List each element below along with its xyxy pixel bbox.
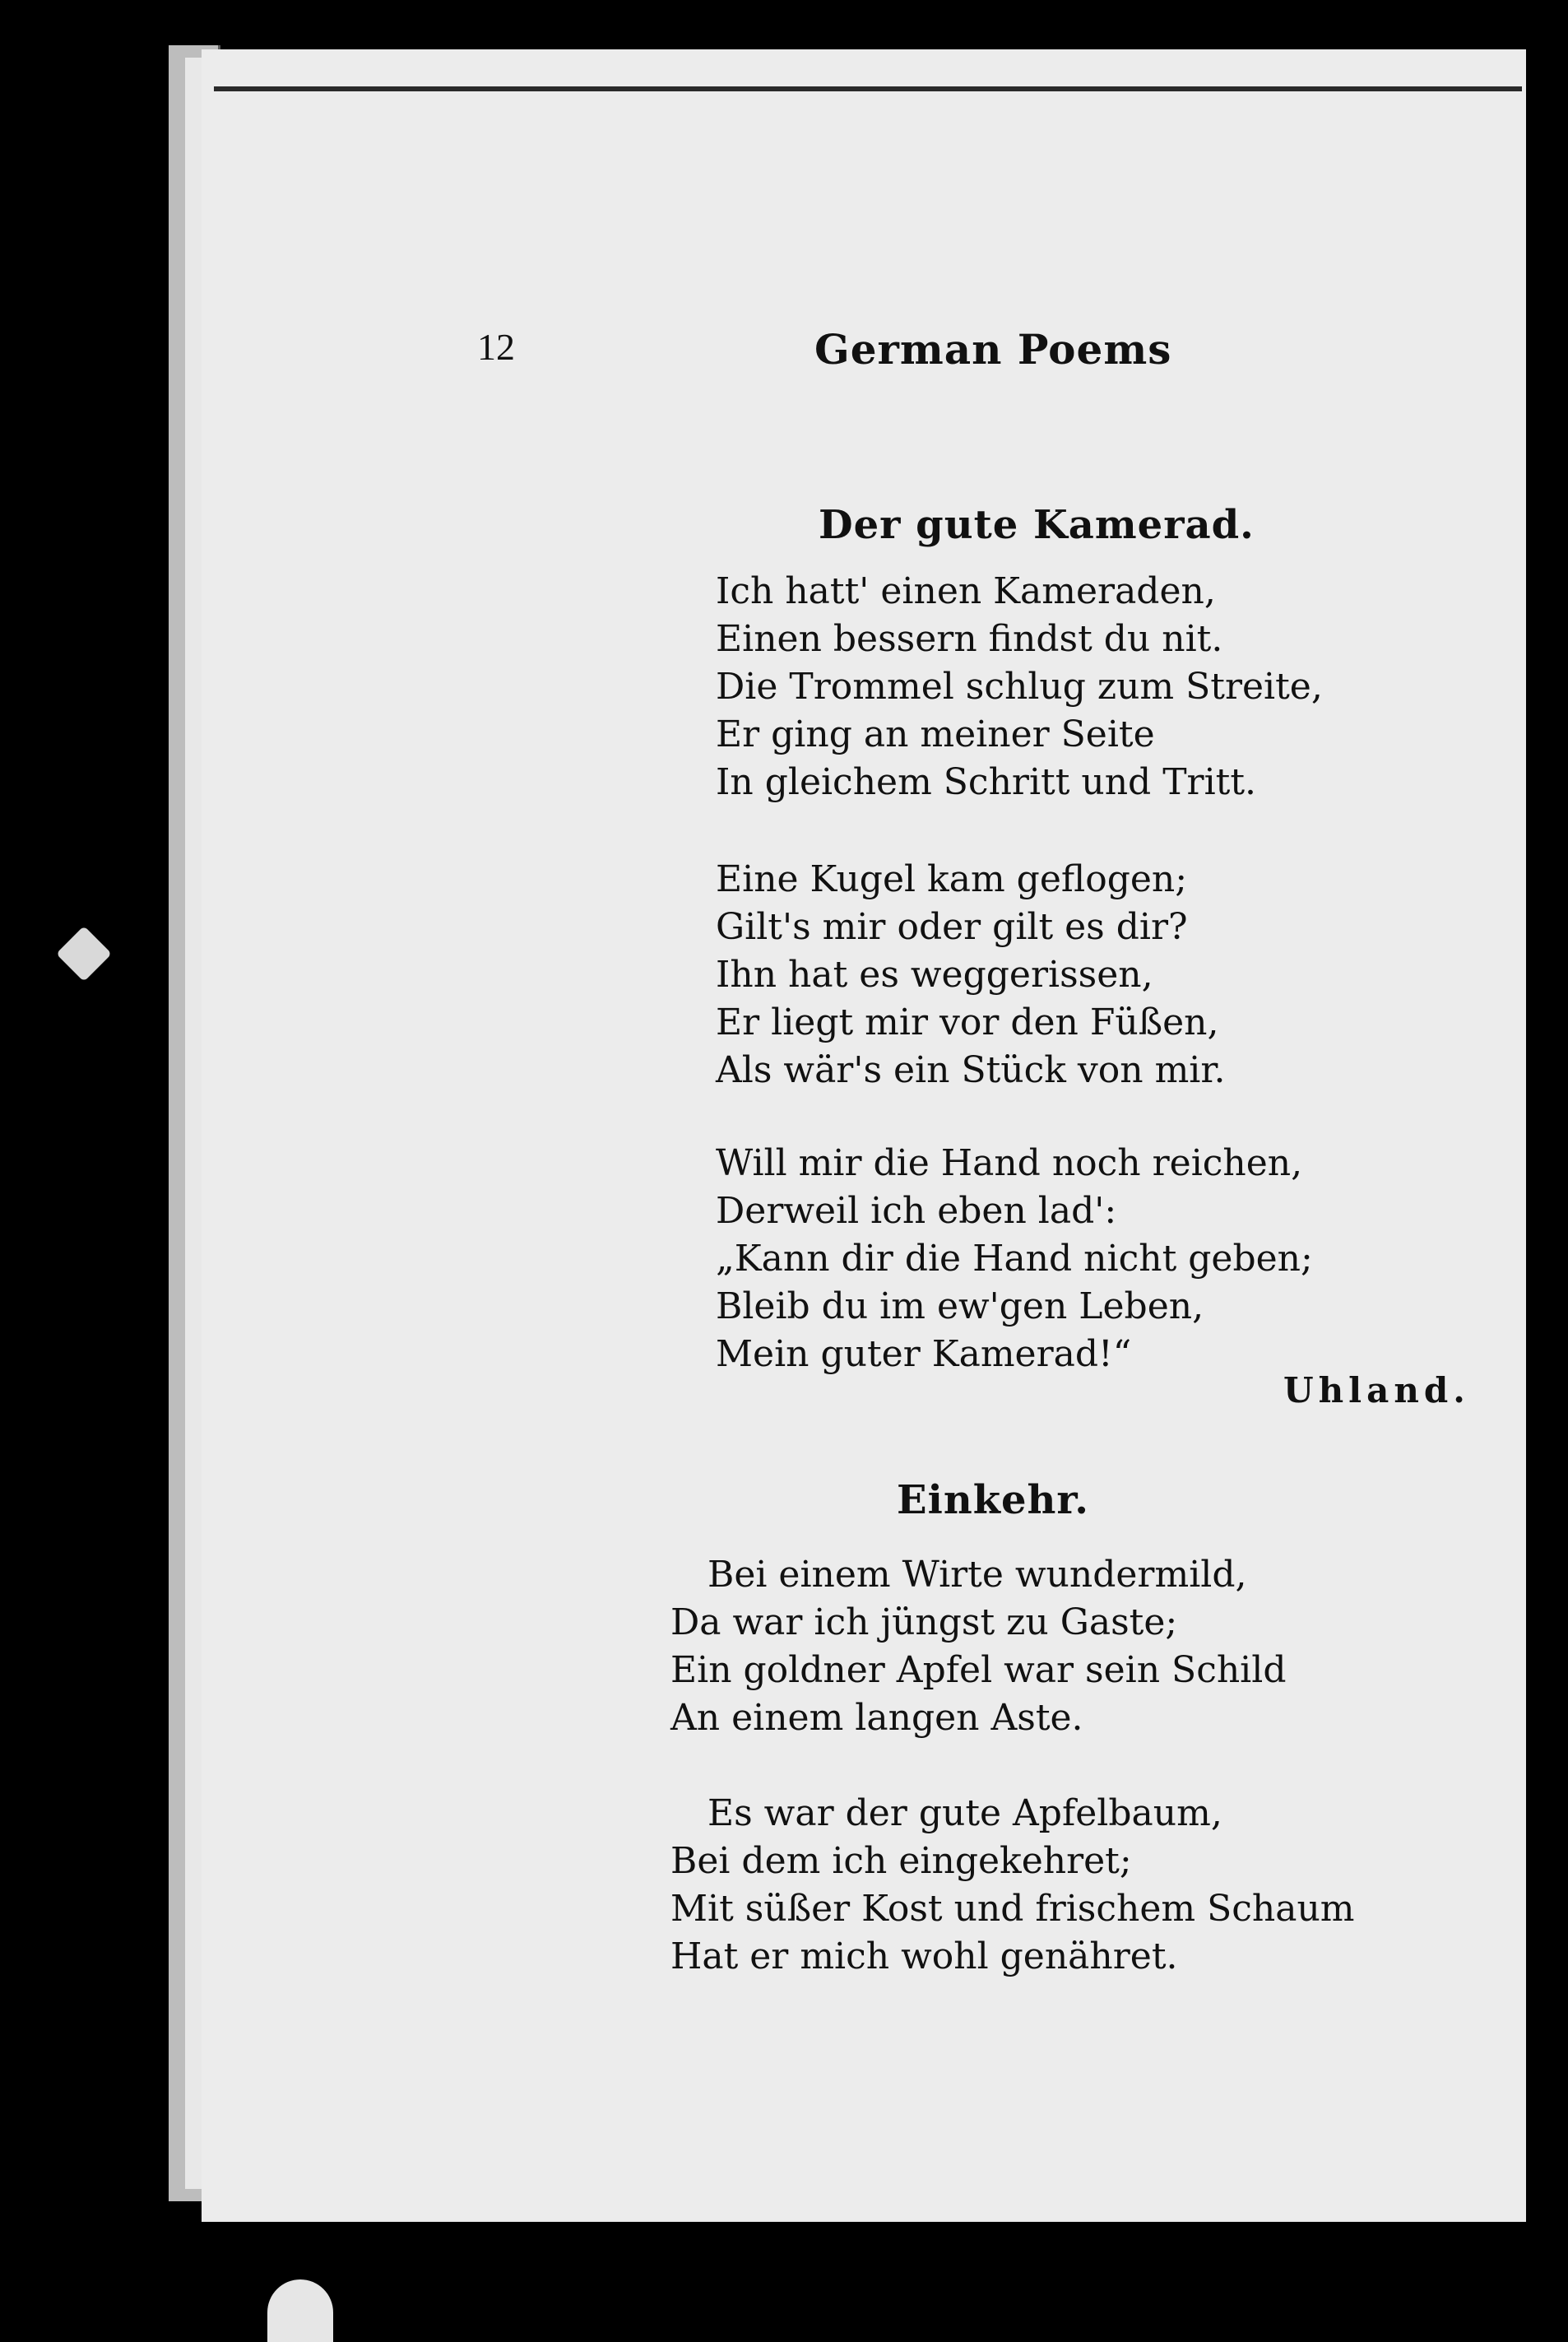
stanza (670, 1790, 1355, 1981)
verse-line: Bleib du im ew'gen Leben, (716, 1285, 1204, 1327)
stanza (716, 1140, 1313, 1378)
running-head: German Poems (814, 325, 1172, 374)
poem-author: Uhland. (1283, 1370, 1470, 1410)
scan-artifact (56, 926, 112, 982)
verse-line: Da war ich jüngst zu Gaste; (670, 1601, 1178, 1643)
scan-artifact-bottom (267, 2279, 333, 2342)
verse-line: Mein guter Kamerad!“ (716, 1333, 1132, 1375)
poem-title: Der gute Kamerad. (819, 502, 1255, 548)
verse-line: Ihn hat es weggerissen, (716, 954, 1153, 996)
poem-title: Einkehr. (897, 1477, 1090, 1523)
verse-line: Einen bessern findst du nit. (716, 618, 1223, 660)
book-page-edge (185, 58, 202, 2189)
verse-line: „Kann dir die Hand nicht geben; (716, 1238, 1313, 1280)
verse-line: Die Trommel schlug zum Streite, (716, 666, 1323, 708)
verse-line: Gilt's mir oder gilt es dir? (716, 906, 1188, 948)
stanza (716, 856, 1226, 1094)
verse-line: Derweil ich eben lad': (716, 1190, 1117, 1232)
verse-line: Er ging an meiner Seite (716, 713, 1155, 755)
stanza (716, 568, 1323, 806)
verse-line: Es war der gute Apfelbaum, (707, 1792, 1222, 1834)
verse-line: Bei einem Wirte wundermild, (707, 1554, 1247, 1596)
verse-line: An einem langen Aste. (670, 1697, 1083, 1739)
stanza (670, 1551, 1287, 1742)
page-top-rule (214, 86, 1522, 91)
verse-line: Eine Kugel kam geflogen; (716, 858, 1188, 900)
verse-line: Hat er mich wohl genähret. (670, 1935, 1178, 1977)
page-number: 12 (477, 326, 515, 368)
verse-line: Ein goldner Apfel war sein Schild (670, 1649, 1287, 1691)
verse-line: Mit süßer Kost und frischem Schaum (670, 1888, 1355, 1930)
verse-line: Er liegt mir vor den Füßen, (716, 1001, 1219, 1043)
verse-line: In gleichem Schritt und Tritt. (716, 761, 1256, 803)
verse-line: Als wär's ein Stück von mir. (716, 1049, 1226, 1091)
verse-line: Bei dem ich eingekehret; (670, 1840, 1132, 1882)
verse-line: Will mir die Hand noch reichen, (716, 1142, 1303, 1184)
verse-line: Ich hatt' einen Kameraden, (716, 570, 1216, 612)
